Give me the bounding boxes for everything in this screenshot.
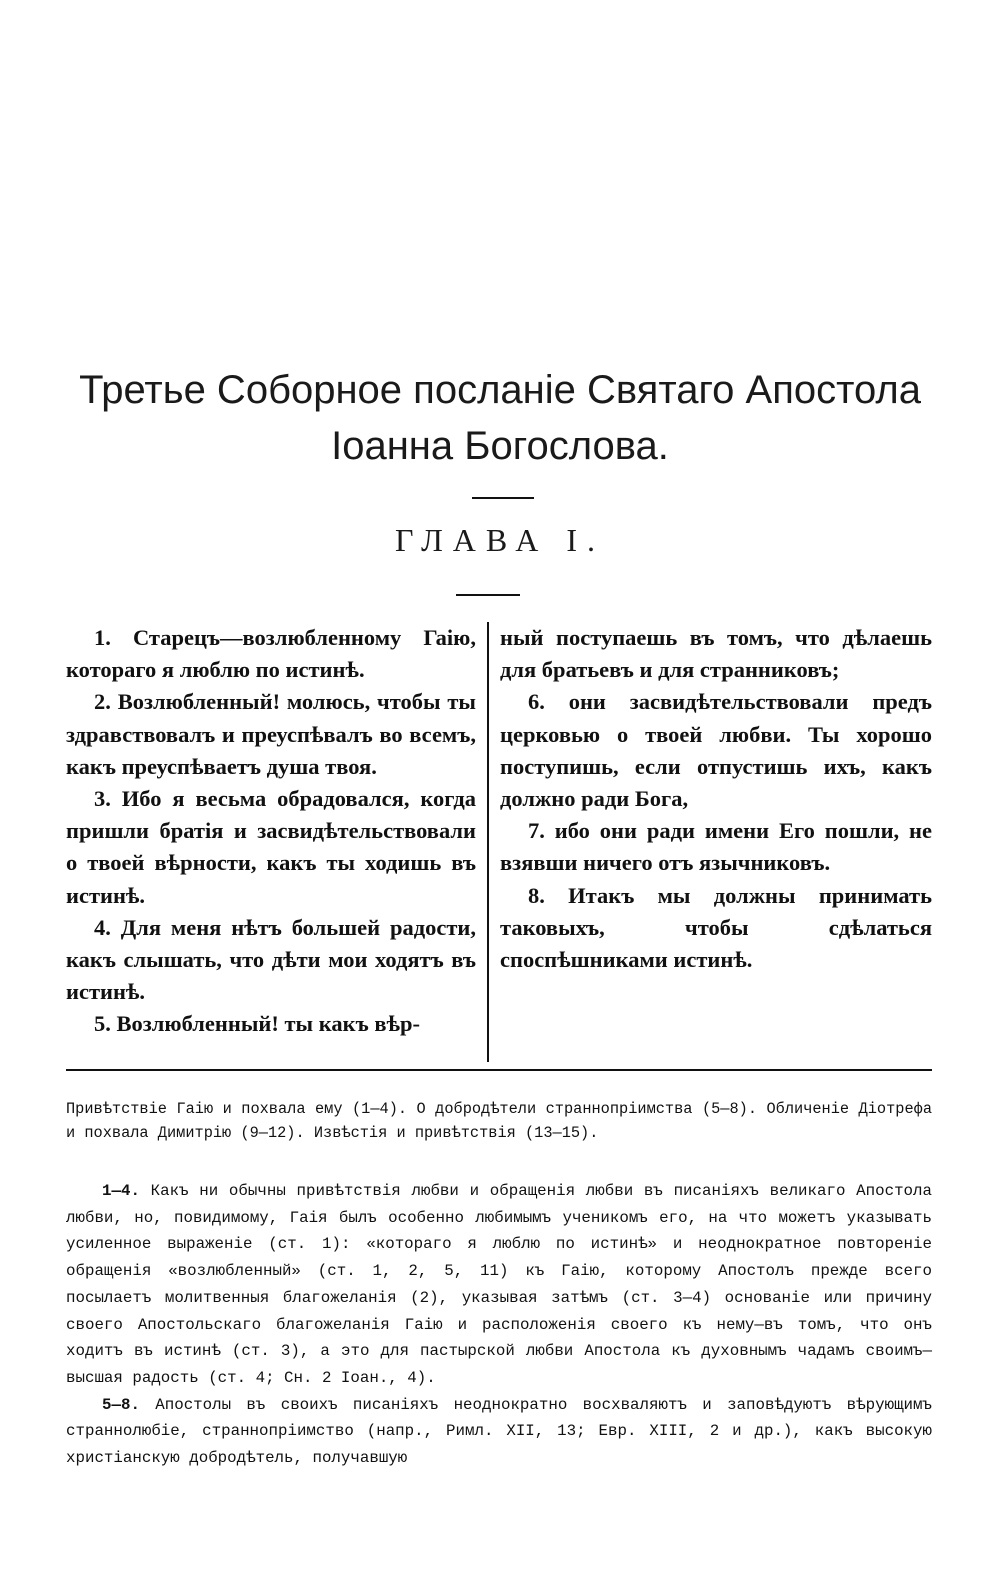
verse-7: 7. ибо они ради имени Его пошли, не взявши ничего отъ язычниковъ.	[500, 818, 932, 876]
page-title	[0, 362, 1000, 474]
title-line-2: Іоанна Богослова.	[331, 424, 669, 468]
verse-2: 2. Возлюбленный! молюсь, чтобы ты здравствовалъ и преуспѣвалъ во всемъ, какъ преуспѣваетъ душа твоя.	[66, 689, 476, 779]
title-divider	[472, 497, 534, 499]
verse-range: 1—4.	[102, 1182, 140, 1200]
commentary	[66, 1178, 932, 1472]
title-line-1: Третье Соборное посланіе Святаго Апостола	[79, 368, 921, 412]
commentary-text: Какъ ни обычны привѣтствія любви и обращенія любви въ писаніяхъ великаго Апостола любви, но, повидимому, Гаія былъ особенно любимымъ ученикомъ его, на что можетъ указывать усиленное выраженіе (ст. 1): «котораго я люблю по истинѣ» и неоднократное повтореніе обращенія «возлюбленный» (ст. 1, 2, 5, 11) къ Гаію, которому Апостолъ прежде всего посылаетъ молитвенныя благожеланія (2), указывая затѣмъ (ст. 3—4) основаніе или причину своего Апостольскаго благожеланія Гаію и расположенія своего къ нему—въ томъ, что онъ ходитъ въ истинѣ (ст. 3), а это для пастырской любви Апостола къ духовнымъ чадамъ своимъ—высшая радость (ст. 4; Сн. 2 Іоан., 4).	[66, 1182, 932, 1387]
commentary-text: Апостолы въ своихъ писаніяхъ неоднократно восхваляютъ и заповѣдуютъ вѣрующимъ страннолюбіе, страннопріимство (напр., Римл. XII, 13; Евр. XIII, 2 и др.), какъ высокую христіанскую добродѣтель, получавшую	[66, 1395, 932, 1468]
verse-1: 1. Старецъ—возлюбленному Гаію, котораго я люблю по истинѣ.	[66, 625, 476, 683]
chapter-summary	[66, 1097, 932, 1145]
verse-6: 6. они засвидѣтельствовали предъ церковью о твоей любви. Ты хорошо поступишь, если отпустишь ихъ, какъ должно ради Бога,	[500, 689, 932, 812]
verse-5-continued: ный поступаешь въ томъ, что дѣлаешь для братьевъ и для странниковъ;	[500, 625, 932, 683]
verses-left-column	[66, 622, 476, 1041]
chapter-heading: ГЛАВА I.	[395, 522, 605, 558]
verse-3: 3. Ибо я весьма обрадовался, когда пришли братія и засвидѣтельствовали о твоей вѣрности, какъ ты ходишь въ истинѣ.	[66, 786, 476, 908]
verse-8: 8. Итакъ мы должны принимать таковыхъ, чтобы сдѣлаться споспѣшниками истинѣ.	[500, 882, 932, 973]
verse-5-start: 5. Возлюбленный! ты какъ вѣр-	[94, 1011, 420, 1037]
verse-range: 5—8.	[102, 1395, 140, 1414]
column-divider	[487, 622, 489, 1062]
commentary-paragraph	[66, 1178, 932, 1392]
chapter-divider	[456, 594, 520, 596]
commentary-paragraph	[66, 1392, 932, 1472]
summary-text: Привѣтствіе Гаію и похвала ему (1—4). О добродѣтели страннопріимства (5—8). Обличеніе Діотрефа и похвала Димитрію (9—12). Извѣстія и привѣтствія (13—15).	[66, 1100, 932, 1142]
verse-4: 4. Для меня нѣтъ большей радости, какъ слышать, что дѣти мои ходятъ въ истинѣ.	[66, 914, 476, 1005]
text-commentary-divider	[66, 1069, 932, 1071]
verses-right-column	[500, 622, 932, 976]
